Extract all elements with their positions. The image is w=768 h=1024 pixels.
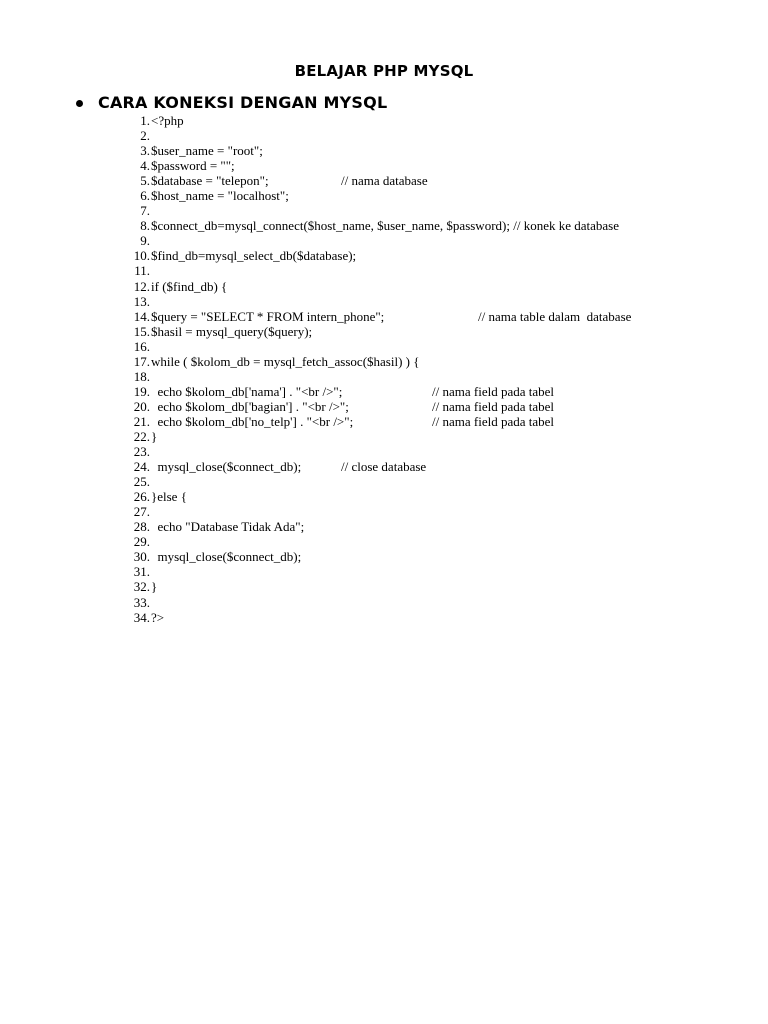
code-text: while ( $kolom_db = mysql_fetch_assoc($hasil) ) { xyxy=(151,353,420,369)
line-content xyxy=(151,564,731,579)
line-number: 21. xyxy=(133,413,150,429)
code-text: if ($find_db) { xyxy=(151,278,228,294)
code-line xyxy=(100,158,740,173)
code-line xyxy=(100,354,740,369)
line-content xyxy=(151,143,731,158)
code-text: ?> xyxy=(151,609,165,625)
line-number: 17. xyxy=(133,353,150,369)
code-line xyxy=(100,504,740,519)
code-line xyxy=(100,113,740,128)
code-line xyxy=(100,233,740,248)
code-line xyxy=(100,610,740,625)
code-text: echo $kolom_db['nama'] . "<br />"; xyxy=(151,383,343,399)
code-line xyxy=(100,519,740,534)
line-content xyxy=(151,414,731,429)
code-line xyxy=(100,384,740,399)
bullet-icon xyxy=(76,100,83,107)
code-text: <?php xyxy=(151,113,184,128)
code-line xyxy=(100,444,740,459)
code-line xyxy=(100,489,740,504)
code-listing xyxy=(100,113,740,625)
code-line xyxy=(100,399,740,414)
code-comment: // nama field pada tabel xyxy=(432,413,555,429)
line-number: 9. xyxy=(140,233,150,249)
line-content xyxy=(151,444,731,459)
code-line xyxy=(100,459,740,474)
line-number: 29. xyxy=(133,534,150,550)
line-number: 28. xyxy=(133,519,150,535)
section-heading: CARA KONEKSI DENGAN MYSQL xyxy=(98,93,388,112)
line-content xyxy=(151,549,731,564)
code-line xyxy=(100,279,740,294)
code-text: } xyxy=(151,428,158,444)
line-content xyxy=(151,113,731,128)
code-comment: // nama table dalam database xyxy=(478,308,632,324)
line-number: 30. xyxy=(133,549,150,565)
line-content xyxy=(151,309,731,324)
line-number: 2. xyxy=(140,128,150,144)
line-content xyxy=(151,173,731,188)
code-line xyxy=(100,339,740,354)
code-text: }else { xyxy=(151,489,187,505)
line-content xyxy=(151,324,731,339)
code-line xyxy=(100,369,740,384)
line-content xyxy=(151,233,731,248)
code-text: $password = ""; xyxy=(151,158,235,174)
line-content xyxy=(151,534,731,549)
code-line xyxy=(100,203,740,218)
code-line xyxy=(100,188,740,203)
line-number: 12. xyxy=(133,278,150,294)
line-content xyxy=(151,158,731,173)
code-line xyxy=(100,549,740,564)
line-content xyxy=(151,489,731,504)
line-number: 6. xyxy=(140,188,150,204)
line-number: 27. xyxy=(133,504,150,520)
code-line xyxy=(100,429,740,444)
line-content xyxy=(151,263,731,278)
line-number: 3. xyxy=(140,143,150,159)
line-content xyxy=(151,595,731,610)
line-content xyxy=(151,218,731,233)
line-number: 22. xyxy=(133,428,150,444)
code-line xyxy=(100,128,740,143)
line-number: 11. xyxy=(134,263,150,279)
line-content xyxy=(151,384,731,399)
code-line xyxy=(100,294,740,309)
code-line xyxy=(100,309,740,324)
line-content xyxy=(151,459,731,474)
line-number: 14. xyxy=(133,308,150,324)
code-text: $host_name = "localhost"; xyxy=(151,188,289,204)
line-number: 5. xyxy=(140,173,150,189)
code-line xyxy=(100,414,740,429)
line-content xyxy=(151,369,731,384)
line-number: 16. xyxy=(133,338,150,354)
line-content xyxy=(151,188,731,203)
code-text: $find_db=mysql_select_db($database); xyxy=(151,248,357,264)
code-text: $query = "SELECT * FROM intern_phone"; xyxy=(151,308,385,324)
line-content xyxy=(151,279,731,294)
code-line xyxy=(100,248,740,263)
code-comment: // nama field pada tabel xyxy=(432,383,555,399)
code-text: echo $kolom_db['bagian'] . "<br />"; xyxy=(151,398,349,414)
code-line xyxy=(100,143,740,158)
code-text: $user_name = "root"; xyxy=(151,143,263,159)
code-line xyxy=(100,474,740,489)
line-number: 18. xyxy=(133,368,150,384)
code-line xyxy=(100,263,740,278)
code-text: $connect_db=mysql_connect($host_name, $user_name, $password); // konek ke database xyxy=(151,218,619,234)
line-number: 24. xyxy=(133,459,150,475)
line-number: 10. xyxy=(133,248,150,264)
line-number: 1. xyxy=(140,113,150,128)
line-number: 4. xyxy=(140,158,150,174)
line-number: 32. xyxy=(133,579,150,595)
code-line xyxy=(100,564,740,579)
code-text: } xyxy=(151,579,158,595)
code-line xyxy=(100,173,740,188)
line-content xyxy=(151,248,731,263)
code-text: mysql_close($connect_db); xyxy=(151,459,302,475)
line-number: 8. xyxy=(140,218,150,234)
line-content xyxy=(151,610,731,625)
code-line xyxy=(100,595,740,610)
line-number: 25. xyxy=(133,474,150,490)
line-number: 31. xyxy=(133,564,150,580)
line-content xyxy=(151,354,731,369)
line-number: 20. xyxy=(133,398,150,414)
line-content xyxy=(151,429,731,444)
line-content xyxy=(151,504,731,519)
line-number: 26. xyxy=(133,489,150,505)
line-content xyxy=(151,399,731,414)
code-text: mysql_close($connect_db); xyxy=(151,549,302,565)
section-bullet-item xyxy=(76,92,387,114)
code-line xyxy=(100,579,740,594)
code-line xyxy=(100,324,740,339)
line-content xyxy=(151,339,731,354)
line-number: 19. xyxy=(133,383,150,399)
line-content xyxy=(151,474,731,489)
code-comment: // close database xyxy=(341,459,427,475)
code-text: echo $kolom_db['no_telp'] . "<br />"; xyxy=(151,413,354,429)
code-comment: // nama field pada tabel xyxy=(432,398,555,414)
code-comment: // nama database xyxy=(341,173,428,189)
line-number: 7. xyxy=(140,203,150,219)
document-title: BELAJAR PHP MYSQL xyxy=(294,62,474,80)
code-line xyxy=(100,534,740,549)
line-content xyxy=(151,579,731,594)
code-text: $hasil = mysql_query($query); xyxy=(151,323,313,339)
code-text: $database = "telepon"; xyxy=(151,173,269,189)
code-text: echo "Database Tidak Ada"; xyxy=(151,519,305,535)
line-number: 13. xyxy=(133,293,150,309)
line-number: 23. xyxy=(133,444,150,460)
line-number: 33. xyxy=(133,594,150,610)
line-content xyxy=(151,128,731,143)
line-content xyxy=(151,519,731,534)
line-number: 34. xyxy=(133,609,150,625)
line-number: 15. xyxy=(133,323,150,339)
line-content xyxy=(151,294,731,309)
code-line xyxy=(100,218,740,233)
line-content xyxy=(151,203,731,218)
